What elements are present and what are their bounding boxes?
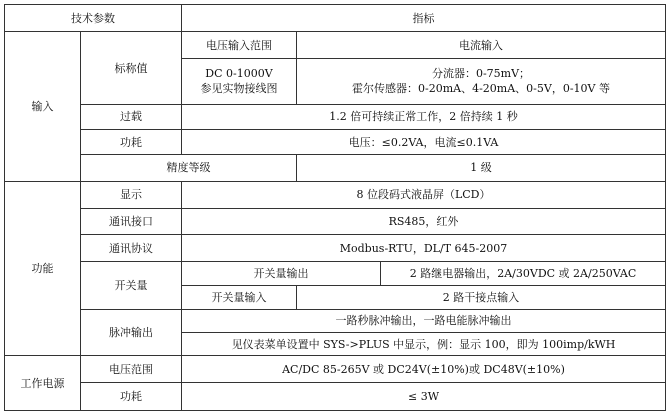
pulse-value-2: 见仪表菜单设置中 SYS->PLUS 中显示，例：显示 100，即为 100imp/kWH (182, 332, 666, 355)
power-supply-label: 工作电源 (5, 356, 81, 411)
input-label: 输入 (5, 32, 81, 181)
accuracy-value: 1 级 (297, 155, 666, 181)
pulse-label: 脉冲输出 (81, 309, 182, 355)
supply-voltage-label: 电压范围 (81, 356, 182, 383)
table-row (5, 235, 666, 261)
pulse-value-1: 一路秒脉冲输出，一路电能脉冲输出 (182, 309, 666, 332)
switch-input-label: 开关量输入 (182, 285, 297, 309)
switch-label: 开关量 (81, 261, 182, 309)
switch-output-label: 开关量输出 (182, 261, 381, 285)
table-row (5, 309, 666, 332)
table-row (5, 356, 666, 383)
table-row (5, 32, 666, 58)
comm-protocol-label: 通讯协议 (81, 235, 182, 261)
switch-input-value: 2 路干接点输入 (297, 285, 666, 309)
display-value: 8 位段码式液晶屏（LCD） (182, 181, 666, 208)
table-row (5, 5, 666, 32)
voltage-range-line2: 参见实物接线图 (200, 82, 278, 96)
table-row (5, 155, 666, 181)
switch-output-value: 2 路继电器输出，2A/30VDC 或 2A/250VAC (381, 261, 666, 285)
current-line2: 霍尔传感器：0-20mA、4-20mA、0-5V，0-10V 等 (352, 82, 610, 96)
current-input-cell (297, 58, 666, 104)
accuracy-label: 精度等级 (81, 155, 297, 181)
header-param: 技术参数 (5, 5, 182, 32)
current-input-header: 电流输入 (297, 32, 666, 58)
input-power-value: 电压：≤0.2VA，电流≤0.1VA (182, 130, 666, 155)
input-power-label: 功耗 (81, 130, 182, 155)
voltage-range-cell (182, 58, 297, 104)
voltage-range-header: 电压输入范围 (182, 32, 297, 58)
overload-label: 过载 (81, 104, 182, 129)
comm-port-label: 通讯接口 (81, 209, 182, 235)
comm-protocol-value: Modbus-RTU，DL/T 645-2007 (182, 235, 666, 261)
overload-value: 1.2 倍可持续正常工作，2 倍持续 1 秒 (182, 104, 666, 129)
table-row (5, 209, 666, 235)
table-row (5, 261, 666, 285)
supply-voltage-value: AC/DC 85-265V 或 DC24V(±10%)或 DC48V(±10%) (182, 356, 666, 383)
header-spec: 指标 (182, 5, 666, 32)
rated-label: 标称值 (81, 32, 182, 104)
spec-table (4, 4, 666, 411)
current-line1: 分流器：0-75mV； (431, 67, 531, 81)
table-row (5, 130, 666, 155)
comm-port-value: RS485，红外 (182, 209, 666, 235)
supply-consumption-label: 功耗 (81, 383, 182, 411)
supply-consumption-value: ≤ 3W (182, 383, 666, 411)
display-label: 显示 (81, 181, 182, 208)
function-label: 功能 (5, 181, 81, 355)
table-row (5, 104, 666, 129)
table-row (5, 383, 666, 411)
table-row (5, 181, 666, 208)
voltage-range-line1: DC 0-1000V (205, 67, 273, 81)
